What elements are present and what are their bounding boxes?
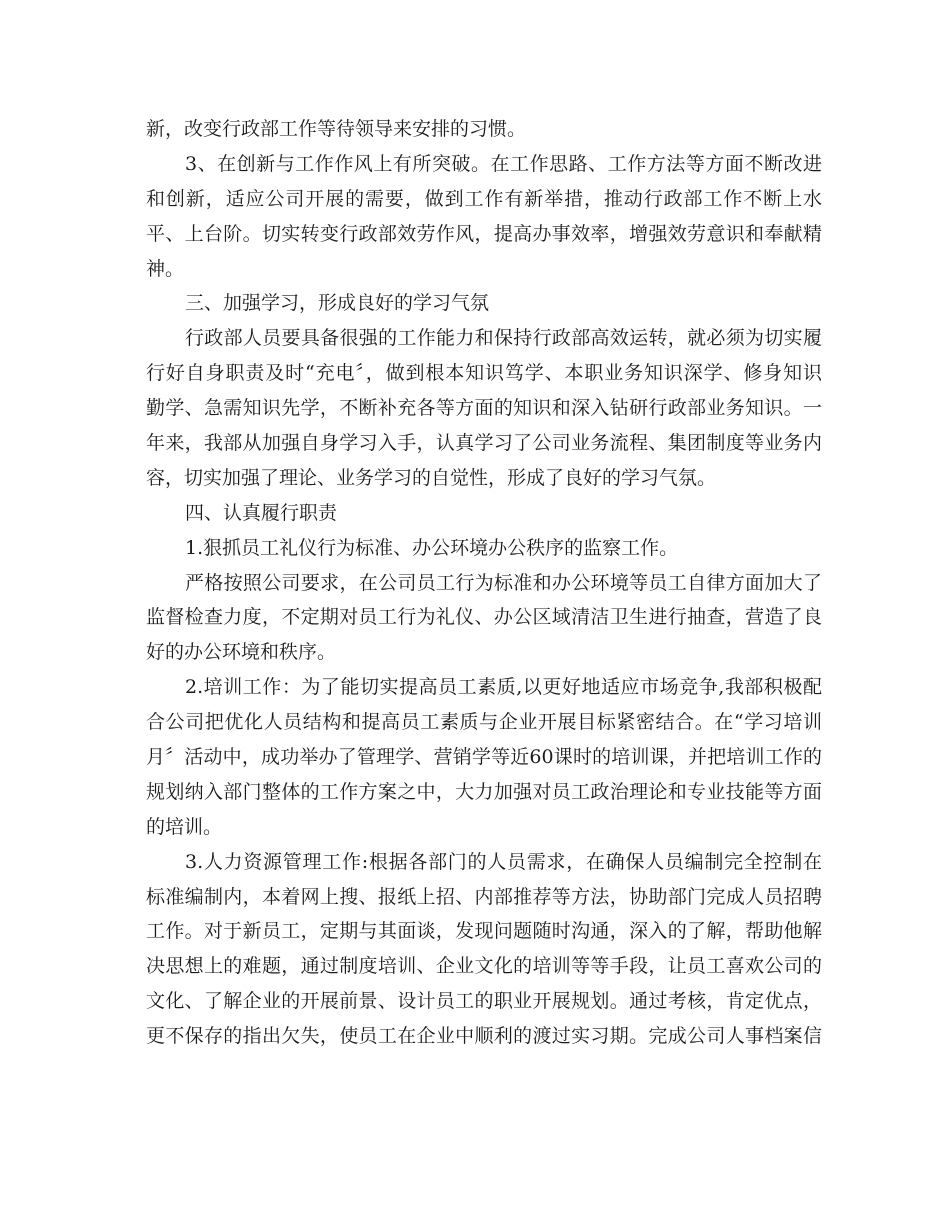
text-line: 行好自身职责及时“充电〞，做到根本知识笃学、本职业务知识深学、修身知识	[146, 362, 822, 385]
text-line: 月〞活动中，成功举办了管理学、营销学等近60课时的培训课，并把培训工作的	[146, 746, 822, 769]
text-line: 2.培训工作：为了能切实提高员工素质,以更好地适应市场竞争,我部积极配	[185, 676, 822, 699]
text-line: 3.人力资源管理工作:根据各部门的人员需求，在确保人员编制完全控制在	[185, 850, 822, 873]
text-line: 年来，我部从加强自身学习入手，认真学习了公司业务流程、集团制度等业务内	[146, 432, 822, 455]
text-line: 更不保存的指出欠失，使员工在企业中顺利的渡过实习期。完成公司人事档案信	[146, 1025, 822, 1048]
text-line: 合公司把优化人员结构和提高员工素质与企业开展目标紧密结合。在“学习培训	[146, 711, 822, 734]
text-line: 勤学、急需知识先学，不断补充各等方面的知识和深入钻研行政部业务知识。一	[146, 397, 822, 420]
text-line: 3、在创新与工作作风上有所突破。在工作思路、工作方法等方面不断改进	[185, 152, 822, 175]
text-line: 好的办公环境和秩序。	[146, 641, 337, 664]
text-line: 的培训。	[146, 815, 223, 838]
text-line: 四、认真履行职责	[185, 501, 338, 524]
text-line: 监督检查力度，不定期对员工行为礼仪、办公区域清洁卫生进行抽查，营造了良	[146, 606, 822, 629]
text-line: 行政部人员要具备很强的工作能力和保持行政部高效运转，就必须为切实履	[185, 327, 822, 350]
text-line: 1.狠抓员工礼仪行为标准、办公环境办公秩序的监察工作。	[185, 536, 679, 559]
text-line: 规划纳入部门整体的工作方案之中，大力加强对员工政治理论和专业技能等方面	[146, 780, 822, 803]
text-line: 文化、了解企业的开展前景、设计员工的职业开展规划。通过考核，肯定优点，	[146, 990, 822, 1013]
text-line: 决思想上的难题，通过制度培训、企业文化的培训等等手段，让员工喜欢公司的	[146, 955, 822, 978]
text-line: 新，改变行政部工作等待领导来安排的习惯。	[146, 118, 527, 140]
document-page	[146, 112, 822, 1054]
text-line: 平、上台阶。切实转变行政部效劳作风，提高办事效率，增强效劳意识和奉献精	[146, 222, 822, 245]
text-line: 严格按照公司要求，在公司员工行为标准和办公环境等员工自律方面加大了	[185, 571, 822, 594]
text-line: 标准编制内，本着网上搜、报纸上招、内部推荐等方法，协助部门完成人员招聘	[146, 885, 822, 908]
text-line: 和创新，适应公司开展的需要，做到工作有新举措，推动行政部工作不断上水	[146, 187, 822, 210]
text-line: 三、加强学习，形成良好的学习气氛	[185, 292, 490, 315]
text-line: 容，切实加强了理论、业务学习的自觉性，形成了良好的学习气氛。	[146, 466, 717, 489]
text-line: 工作。对于新员工，定期与其面谈，发现问题随时沟通，深入的了解，帮助他解	[146, 920, 822, 943]
text-line: 神。	[146, 257, 185, 280]
